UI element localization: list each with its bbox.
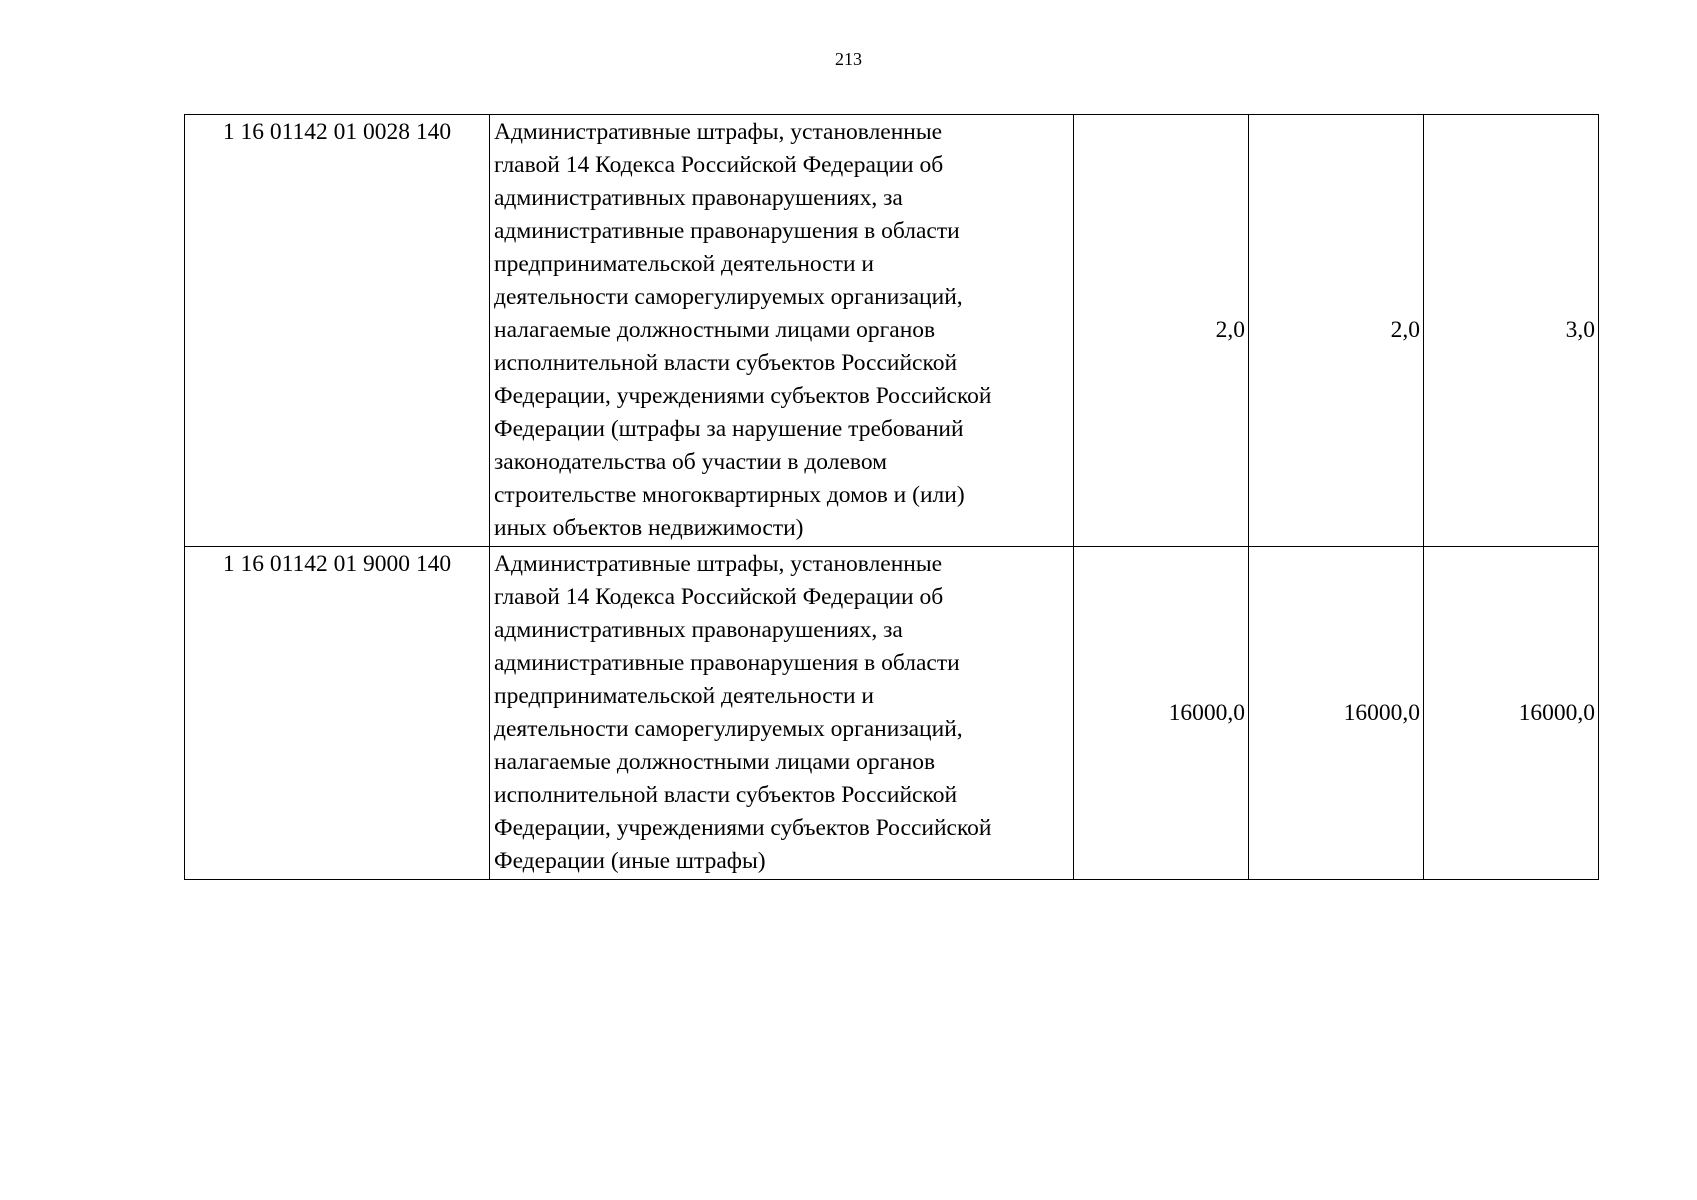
budget-code-cell: 1 16 01142 01 9000 140 <box>185 547 490 880</box>
value-cell-1: 2,0 <box>1074 115 1249 547</box>
description-line: налагаемые должностными лицами органов <box>494 749 936 775</box>
description-line: иных объектов недвижимости) <box>494 515 804 541</box>
description-line: административных правонарушениях, за <box>494 617 903 643</box>
budget-table <box>184 114 1599 880</box>
description-line: деятельности саморегулируемых организаций, <box>494 284 963 310</box>
description-line: Административные штрафы, установленные <box>494 551 943 577</box>
table-row <box>185 115 1599 547</box>
budget-code-cell: 1 16 01142 01 0028 140 <box>185 115 490 547</box>
description-line: исполнительной власти субъектов Российской <box>494 782 958 808</box>
description-line: Федерации, учреждениями субъектов Российской <box>494 815 992 841</box>
description-line: административные правонарушения в области <box>494 650 960 676</box>
description-line: предпринимательской деятельности и <box>494 251 874 277</box>
value-cell-3: 16000,0 <box>1424 547 1599 880</box>
value-cell-3: 3,0 <box>1424 115 1599 547</box>
description-cell <box>490 115 1074 547</box>
description-cell <box>490 547 1074 880</box>
description-line: налагаемые должностными лицами органов <box>494 317 936 343</box>
description-line: административных правонарушениях, за <box>494 185 903 211</box>
description-line: Административные штрафы, установленные <box>494 119 943 145</box>
table-row <box>185 547 1599 880</box>
description-line: Федерации (иные штрафы) <box>494 848 766 874</box>
description-line: Федерации (штрафы за нарушение требований <box>494 416 964 442</box>
description-line: деятельности саморегулируемых организаций, <box>494 716 963 742</box>
value-cell-1: 16000,0 <box>1074 547 1249 880</box>
value-cell-2: 2,0 <box>1249 115 1424 547</box>
description-line: главой 14 Кодекса Российской Федерации об <box>494 152 944 178</box>
description-line: исполнительной власти субъектов Российской <box>494 350 958 376</box>
page-number: 213 <box>835 49 862 69</box>
description-line: предпринимательской деятельности и <box>494 683 874 709</box>
description-line: главой 14 Кодекса Российской Федерации об <box>494 584 944 610</box>
description-line: строительстве многоквартирных домов и (или) <box>494 482 965 508</box>
description-line: Федерации, учреждениями субъектов Российской <box>494 383 992 409</box>
value-cell-2: 16000,0 <box>1249 547 1424 880</box>
description-line: законодательства об участии в долевом <box>494 449 887 475</box>
description-line: административные правонарушения в области <box>494 218 960 244</box>
